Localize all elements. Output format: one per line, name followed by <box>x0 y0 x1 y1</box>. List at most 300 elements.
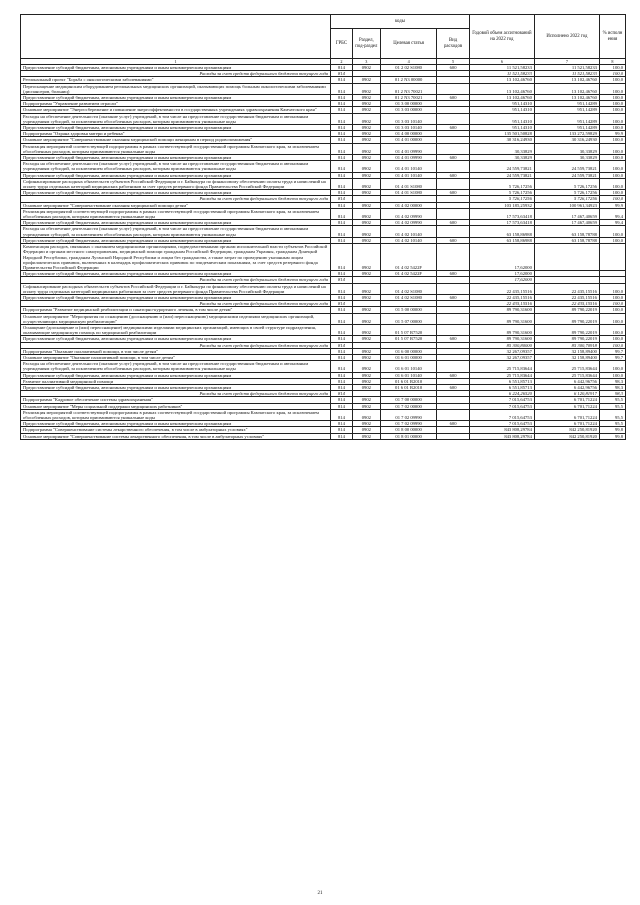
row-fact: 24 559,73821 <box>534 172 599 178</box>
row-grbs: 814 <box>331 113 353 124</box>
row-fact: 951,14289 <box>534 113 599 124</box>
row-pct: 100,0 <box>599 143 625 154</box>
page-number: 21 <box>317 891 323 896</box>
row-vid: 600 <box>437 220 470 226</box>
row-name: Предоставление субсидий бюджетным, автономным учреждениям и иным некоммерческим организациям <box>21 384 331 390</box>
row-stat: 01 6 00 00000 <box>380 348 436 354</box>
row-razdel: 0902 <box>352 77 380 83</box>
col-num: 6 <box>469 59 534 65</box>
row-fact: 6 442,96756 <box>534 378 599 384</box>
row-vid: 600 <box>437 384 470 390</box>
row-stat: 01 4 01 S1080 <box>380 178 436 189</box>
row-stat: 01 2 N3 00000 <box>380 77 436 83</box>
row-fact: 6 701,71224 <box>534 409 599 420</box>
row-fact: 6 442,96756 <box>534 384 599 390</box>
row-plan: 30 316,24930 <box>469 137 534 143</box>
row-name: Основное мероприятие "Меры социальной поддержки медицинских работников" <box>21 403 331 409</box>
row-pct: 100,0 <box>599 71 625 77</box>
row-stat: 01 4 01 09990 <box>380 143 436 154</box>
row-fact: 30 316,24930 <box>534 137 599 143</box>
row-pct: 95,5 <box>599 397 625 403</box>
row-stat: 01 4 02 5422F <box>380 244 436 271</box>
row-name: Подпрограмма "Охрана здоровья матери и ребенка" <box>21 131 331 137</box>
row-vid: 600 <box>437 190 470 196</box>
col-num: 8 <box>599 59 625 65</box>
row-stat: 01 4 01 09990 <box>380 155 436 161</box>
row-name: Расходы за счет средств федерального бюджета текущего года <box>21 342 331 348</box>
row-fact: 17 467,40659 <box>534 220 599 226</box>
row-plan: 17,62000 <box>469 277 534 283</box>
row-razdel: 0902 <box>352 397 380 403</box>
row-stat: 01 4 00 00000 <box>380 131 436 137</box>
row-grbs: 814 <box>331 172 353 178</box>
row-grbs: 814 <box>331 313 353 324</box>
row-fact: 89 790,22019 <box>534 324 599 335</box>
row-razdel: 0902 <box>352 307 380 313</box>
row-stat: 01 4 01 S1080 <box>380 190 436 196</box>
row-plan: 135 501,50828 <box>469 131 534 137</box>
row-vid: 600 <box>437 95 470 101</box>
row-name: Основное мероприятие "Совершенствование оказания медицинской помощи женщинам в период родовспоможения" <box>21 137 331 143</box>
row-pct: 100,0 <box>599 283 625 294</box>
row-name: Предоставление субсидий бюджетным, автономным учреждениям и иным некоммерческим организациям <box>21 65 331 71</box>
row-name: Предоставление субсидий бюджетным, автономным учреждениям и иным некоммерческим организациям <box>21 271 331 277</box>
row-razdel: 0902 <box>352 65 380 71</box>
row-fact: 89 790,22019 <box>534 307 599 313</box>
table-row <box>21 113 626 124</box>
header-stat: Целевая статья <box>380 29 436 59</box>
row-vid: 600 <box>437 421 470 427</box>
row-vid <box>437 178 470 189</box>
row-grbs: 814 <box>331 101 353 107</box>
row-vid: 600 <box>437 294 470 300</box>
row-fact: 6 701,71224 <box>534 397 599 403</box>
row-plan: 6 224,26520 <box>469 391 534 397</box>
row-name: Расходы за счет средств федерального бюджета текущего года <box>21 196 331 202</box>
table-row <box>21 178 626 189</box>
row-plan: 13 102,46760 <box>469 77 534 83</box>
row-fact: 63 158,78788 <box>534 226 599 237</box>
row-plan: 5 726,17256 <box>469 196 534 202</box>
row-vid: 600 <box>437 155 470 161</box>
row-fact: 13 102,46760 <box>534 83 599 94</box>
row-pct: 100,0 <box>599 226 625 237</box>
row-name: Основное мероприятие "Совершенствование оказания медицинской помощи детям" <box>21 202 331 208</box>
row-stat: 01 4 02 09990 <box>380 208 436 219</box>
row-plan: 25 715,83644 <box>469 361 534 372</box>
row-plan: 30,33829 <box>469 155 534 161</box>
row-grbs: 814 <box>331 301 353 307</box>
table-row <box>21 313 626 324</box>
row-stat: 01 6 01 00000 <box>380 354 436 360</box>
row-stat: 01 4 01 10140 <box>380 161 436 172</box>
row-grbs: 814 <box>331 178 353 189</box>
row-plan: 30,33829 <box>469 143 534 154</box>
row-pct: 100,0 <box>599 113 625 124</box>
row-vid <box>437 161 470 172</box>
row-razdel: 0902 <box>352 155 380 161</box>
row-name: Основное мероприятие "Совершенствование системы лекарственного обеспечения, в том числе в амбулаторных условиях" <box>21 433 331 439</box>
row-name: Реализация мероприятий соответствующей подпрограммы в рамках соответствующей государственной программы Камчатского края, за исключением обособленных расходов, которым присваиваются уникальные коды <box>21 208 331 219</box>
row-vid <box>437 244 470 271</box>
table-row <box>21 283 626 294</box>
row-grbs: 814 <box>331 342 353 348</box>
row-name: Реализация мероприятий соответствующей подпрограммы в рамках соответствующей государственной программы Камчатского края, за исключением обособленных расходов, которым присваиваются уникальные коды <box>21 409 331 420</box>
row-plan: 85 300,80000 <box>469 342 534 348</box>
row-razdel: 0902 <box>352 237 380 243</box>
row-plan: 17 573,63418 <box>469 208 534 219</box>
row-name: Расходы на обеспечение деятельности (оказание услуг) учреждений, в том числе на предоставление государственным бюджетным и автономным учреждениям субсидий, за исключением обособленных расходов, которым присваиваются уникальные коды <box>21 226 331 237</box>
row-grbs: 814 <box>331 65 353 71</box>
row-pct: 100,0 <box>599 336 625 342</box>
row-pct: 100,0 <box>599 342 625 348</box>
row-plan: 843 808,29784 <box>469 433 534 439</box>
row-fact: 30,33829 <box>534 155 599 161</box>
table-row <box>21 244 626 271</box>
row-grbs: 814 <box>331 77 353 83</box>
row-vid <box>437 313 470 324</box>
row-grbs: 814 <box>331 421 353 427</box>
row-stat: 01 4 02 00000 <box>380 202 436 208</box>
row-fact: 89 790,22019 <box>534 336 599 342</box>
row-grbs: 814 <box>331 107 353 113</box>
header-plan: Годовой объем ассигнований на 2022 год <box>469 15 534 59</box>
row-name: Переоснащение медицинским оборудованием региональных медицинских организаций, оказывающих помощь больным онкологическими заболеваниями (диспансеров, больниц) <box>21 83 331 94</box>
row-grbs: 814 <box>331 95 353 101</box>
row-plan: 32 267,09357 <box>469 354 534 360</box>
row-pct: 100,0 <box>599 155 625 161</box>
row-grbs: 814 <box>331 433 353 439</box>
row-razdel: 0902 <box>352 226 380 237</box>
row-grbs: 814 <box>331 361 353 372</box>
row-grbs: 814 <box>331 336 353 342</box>
row-fact: 22 435,15516 <box>534 301 599 307</box>
row-vid <box>437 83 470 94</box>
row-name: Предоставление субсидий бюджетным, автономным учреждениям и иным некоммерческим организациям <box>21 336 331 342</box>
row-grbs: 814 <box>331 324 353 335</box>
row-grbs: 814 <box>331 397 353 403</box>
row-name: Предоставление субсидий бюджетным, автономным учреждениям и иным некоммерческим организациям <box>21 421 331 427</box>
row-pct: 100,0 <box>599 137 625 143</box>
row-razdel: 0902 <box>352 427 380 433</box>
row-fact: 32 158,89400 <box>534 354 599 360</box>
row-vid <box>437 433 470 439</box>
row-stat: 01 8 00 00000 <box>380 427 436 433</box>
row-plan: 22 435,15516 <box>469 294 534 300</box>
row-grbs: 814 <box>331 403 353 409</box>
row-vid: 600 <box>437 336 470 342</box>
row-fact: 22 435,15516 <box>534 283 599 294</box>
row-razdel: 0902 <box>352 143 380 154</box>
col-num: 4 <box>380 59 436 65</box>
row-plan: 951,14310 <box>469 125 534 131</box>
row-pct: 100,0 <box>599 324 625 335</box>
row-razdel: 0902 <box>352 433 380 439</box>
row-grbs: 814 <box>331 131 353 137</box>
row-fact: 133 272,59829 <box>534 131 599 137</box>
row-name: Софинансирование расходных обязательств субъектов Российской Федерации и г. Байконура по финансовому обеспечению оплаты труда и начислений на оплату труда отдельных категорий медицинских работников за счет средств резервного фонда Правительства Российской Федерации <box>21 178 331 189</box>
row-plan: 63 158,86988 <box>469 237 534 243</box>
row-plan: 103 185,25932 <box>469 202 534 208</box>
row-grbs: 814 <box>331 202 353 208</box>
table-row <box>21 409 626 420</box>
row-pct: 100,0 <box>599 77 625 83</box>
row-razdel: 0902 <box>352 83 380 94</box>
row-stat: 01 4 01 00000 <box>380 137 436 143</box>
row-plan: 5 726,17256 <box>469 190 534 196</box>
row-grbs: 814 <box>331 137 353 143</box>
row-razdel: 0902 <box>352 244 380 271</box>
row-name: Предоставление субсидий бюджетным, автономным учреждениям и иным некоммерческим организациям <box>21 190 331 196</box>
row-name: Расходы за счет средств федерального бюджета текущего года <box>21 391 331 397</box>
row-stat: 01 7 02 09990 <box>380 409 436 420</box>
row-pct <box>599 244 625 271</box>
row-plan: 32 267,09357 <box>469 348 534 354</box>
row-plan: 7 015,64753 <box>469 409 534 420</box>
row-stat: 01 5 00 00000 <box>380 307 436 313</box>
table-row <box>21 361 626 372</box>
row-stat: 01 5 07 R7520 <box>380 336 436 342</box>
row-name: Предоставление субсидий бюджетным, автономным учреждениям и иным некоммерческим организациям <box>21 172 331 178</box>
row-razdel: 0902 <box>352 172 380 178</box>
row-pct: 100,0 <box>599 107 625 113</box>
row-razdel: 0902 <box>352 421 380 427</box>
row-razdel: 0902 <box>352 131 380 137</box>
row-name: Подпрограмма "Кадровое обеспечение системы здравоохранения" <box>21 397 331 403</box>
row-fact: 5 726,17256 <box>534 196 599 202</box>
row-grbs: 814 <box>331 372 353 378</box>
row-name: Предоставление субсидий бюджетным, автономным учреждениям и иным некоммерческим организациям <box>21 294 331 300</box>
row-pct: 99,4 <box>599 220 625 226</box>
row-name: Расходы за счет средств федерального бюджета текущего года <box>21 71 331 77</box>
row-plan: 89 790,31600 <box>469 336 534 342</box>
header-vid: Вид расходов <box>437 29 470 59</box>
row-stat: 01 6 01 R2010 <box>380 384 436 390</box>
col-num: 5 <box>437 59 470 65</box>
row-fact: 13 102,46760 <box>534 95 599 101</box>
row-plan: 951,14310 <box>469 101 534 107</box>
row-stat: 01 3 03 00000 <box>380 107 436 113</box>
row-name: Предоставление субсидий бюджетным, автономным учреждениям и иным некоммерческим организациям <box>21 220 331 226</box>
row-fact: 89 790,22019 <box>534 313 599 324</box>
row-razdel: 0902 <box>352 378 380 384</box>
row-name: Подпрограмма "Оказание паллиативной помощи, в том числе детям" <box>21 348 331 354</box>
row-grbs: 814 <box>331 155 353 161</box>
row-fact: 5 726,17256 <box>534 190 599 196</box>
row-stat: 01 5 07 00000 <box>380 313 436 324</box>
row-stat: 01 4 02 09990 <box>380 220 436 226</box>
row-razdel: 0902 <box>352 101 380 107</box>
row-name: Предоставление субсидий бюджетным, автономным учреждениям и иным некоммерческим организациям <box>21 155 331 161</box>
row-vid: 600 <box>437 125 470 131</box>
row-plan: 6 551,85713 <box>469 384 534 390</box>
row-plan: 7 015,64753 <box>469 403 534 409</box>
row-fact: 85 300,70918 <box>534 342 599 348</box>
row-plan: 89 790,31600 <box>469 307 534 313</box>
row-razdel: 0902 <box>352 336 380 342</box>
row-grbs: 814 <box>331 294 353 300</box>
row-name: Предоставление субсидий бюджетным, автономным учреждениям и иным некоммерческим организациям <box>21 237 331 243</box>
row-plan: 24 559,73821 <box>469 161 534 172</box>
row-razdel: 0902 <box>352 313 380 324</box>
row-fact: 13 102,46760 <box>534 77 599 83</box>
row-plan: 951,14310 <box>469 107 534 113</box>
row-razdel: 0902 <box>352 384 380 390</box>
row-plan: 11 521,58233 <box>469 71 534 77</box>
row-grbs: 814 <box>331 283 353 294</box>
row-pct: 100,0 <box>599 313 625 324</box>
table-row <box>21 161 626 172</box>
row-plan: 6 551,85713 <box>469 378 534 384</box>
row-name: Региональный проект "Борьба с онкологическими заболеваниями" <box>21 77 331 83</box>
row-name: Расходы на обеспечение деятельности (оказание услуг) учреждений, в том числе на предоставление государственным бюджетным и автономным учреждениям субсидий, за исключением обособленных расходов, которым присваиваются уникальные коды <box>21 161 331 172</box>
row-pct: 100,0 <box>599 307 625 313</box>
row-vid <box>437 143 470 154</box>
row-name: Основное мероприятие "Оказание паллиативной помощи, в том числе детям" <box>21 354 331 360</box>
row-pct: 100,0 <box>599 196 625 202</box>
col-num: 2 <box>331 59 353 65</box>
row-razdel: 0902 <box>352 294 380 300</box>
header-pct: % исполн ения <box>599 15 625 59</box>
row-name: Расходы за счет средств федерального бюджета текущего года <box>21 301 331 307</box>
row-grbs: 814 <box>331 409 353 420</box>
row-plan: 89 790,31600 <box>469 324 534 335</box>
row-stat: 01 6 01 10140 <box>380 372 436 378</box>
header-grbs: ГРБС <box>331 29 353 59</box>
row-razdel: 0902 <box>352 372 380 378</box>
row-stat: 01 3 03 10140 <box>380 113 436 124</box>
row-grbs: 814 <box>331 226 353 237</box>
row-fact: 951,14289 <box>534 125 599 131</box>
row-fact: 32 158,89400 <box>534 348 599 354</box>
row-fact: 22 435,15516 <box>534 294 599 300</box>
row-pct: 100,0 <box>599 178 625 189</box>
row-name: Расходы на обеспечение деятельности (оказание услуг) учреждений, в том числе на предоставление государственным бюджетным и автономным учреждениям субсидий, за исключением обособленных расходов, которым присваиваются уникальные коды <box>21 361 331 372</box>
row-name: Предоставление субсидий бюджетным, автономным учреждениям и иным некоммерческим организациям <box>21 372 331 378</box>
row-razdel: 0902 <box>352 113 380 124</box>
row-vid <box>437 409 470 420</box>
row-grbs: 814 <box>331 427 353 433</box>
row-fact: 6 701,71224 <box>534 403 599 409</box>
row-fact: 11 521,58233 <box>534 71 599 77</box>
row-grbs: 814 <box>331 277 353 283</box>
row-fact: 30,33829 <box>534 143 599 154</box>
table-row <box>21 143 626 154</box>
row-plan: 7 015,64753 <box>469 421 534 427</box>
row-grbs: 814 <box>331 354 353 360</box>
row-grbs: 814 <box>331 384 353 390</box>
row-plan: 17,62000 <box>469 244 534 271</box>
row-pct: 100,0 <box>599 125 625 131</box>
header-fact: Исполнено 2022 год <box>534 15 599 59</box>
row-razdel: 0902 <box>352 354 380 360</box>
row-grbs: 814 <box>331 244 353 271</box>
row-plan: 7 015,64753 <box>469 397 534 403</box>
row-fact: 100 961,34923 <box>534 202 599 208</box>
row-fact: 951,14289 <box>534 101 599 107</box>
row-pct: 100,0 <box>599 294 625 300</box>
row-stat: 01 2 N3 70021 <box>380 95 436 101</box>
row-grbs: 814 <box>331 237 353 243</box>
row-pct: 95,5 <box>599 421 625 427</box>
row-name: Предоставление субсидий бюджетным, автономным учреждениям и иным некоммерческим организациям <box>21 125 331 131</box>
row-plan: 89 790,31600 <box>469 313 534 324</box>
header-razdel: Раздел, под-раздел <box>352 29 380 59</box>
col-num: 7 <box>534 59 599 65</box>
row-grbs: 814 <box>331 391 353 397</box>
row-stat: 01 4 02 10140 <box>380 237 436 243</box>
row-plan: 22 435,15516 <box>469 283 534 294</box>
row-razdel: 0902 <box>352 208 380 219</box>
row-stat: 01 7 02 00000 <box>380 403 436 409</box>
row-plan: 5 726,17256 <box>469 178 534 189</box>
row-name: Предоставление субсидий бюджетным, автономным учреждениям и иным некоммерческим организациям <box>21 95 331 101</box>
row-fact: 6 120,81917 <box>534 391 599 397</box>
row-razdel: 0902 <box>352 190 380 196</box>
row-name: Развитие паллиативной медицинской помощи <box>21 378 331 384</box>
row-grbs: 814 <box>331 220 353 226</box>
row-grbs: 814 <box>331 125 353 131</box>
row-fact: 25 715,83644 <box>534 372 599 378</box>
row-razdel: 0902 <box>352 178 380 189</box>
row-fact: 5 726,17256 <box>534 178 599 189</box>
row-stat: 01 5 07 R7520 <box>380 324 436 335</box>
row-pct: 100,0 <box>599 237 625 243</box>
row-pct: 100,0 <box>599 372 625 378</box>
row-stat: 01 6 01 R2010 <box>380 378 436 384</box>
row-grbs: 814 <box>331 83 353 94</box>
col-num: 1 <box>21 59 331 65</box>
row-plan: 11 521,58233 <box>469 65 534 71</box>
row-stat: 01 8 01 00000 <box>380 433 436 439</box>
col-num: 3 <box>352 59 380 65</box>
row-pct: 100,0 <box>599 172 625 178</box>
row-razdel: 0902 <box>352 107 380 113</box>
row-stat: 01 6 01 10140 <box>380 361 436 372</box>
report-sheet <box>20 14 626 440</box>
row-plan: 22 435,15516 <box>469 301 534 307</box>
row-pct: 98,3 <box>599 384 625 390</box>
row-name: Расходы на обеспечение деятельности (оказание услуг) учреждений, в том числе на предоставление государственным бюджетным и автономным учреждениям субсидий, за исключением обособленных расходов, которым присваиваются уникальные коды <box>21 113 331 124</box>
row-grbs: 814 <box>331 71 353 77</box>
row-name: Софинансирование расходных обязательств субъектов Российской Федерации и г. Байконура по финансовому обеспечению оплаты труда и начислений на оплату труда отдельных категорий медицинских работников за счет средств резервного фонда Правительства Российской Федерации <box>21 283 331 294</box>
row-pct: 99,9 <box>599 131 625 137</box>
row-vid: 600 <box>437 372 470 378</box>
row-razdel: 0902 <box>352 125 380 131</box>
row-plan: 24 559,73821 <box>469 172 534 178</box>
header-codes: коды <box>331 15 470 29</box>
row-razdel: 0902 <box>352 409 380 420</box>
row-stat: 01 4 02 S1080 <box>380 294 436 300</box>
row-pct: 95,5 <box>599 403 625 409</box>
row-pct: 100,0 <box>599 95 625 101</box>
row-vid: 600 <box>437 65 470 71</box>
row-pct: 99,4 <box>599 208 625 219</box>
budget-execution-table <box>20 14 626 440</box>
row-stat: 01 3 00 00000 <box>380 101 436 107</box>
table-body <box>21 65 626 440</box>
row-stat: 01 4 02 10140 <box>380 226 436 237</box>
row-grbs: 814 <box>331 307 353 313</box>
row-stat: 01 7 00 00000 <box>380 397 436 403</box>
row-stat: 01 2 N3 70021 <box>380 83 436 94</box>
row-stat: 01 4 01 10140 <box>380 172 436 178</box>
row-fact: 25 715,83644 <box>534 361 599 372</box>
row-pct: 100,0 <box>599 301 625 307</box>
table-row <box>21 208 626 219</box>
header-name <box>21 15 331 59</box>
row-plan: 843 808,29784 <box>469 427 534 433</box>
